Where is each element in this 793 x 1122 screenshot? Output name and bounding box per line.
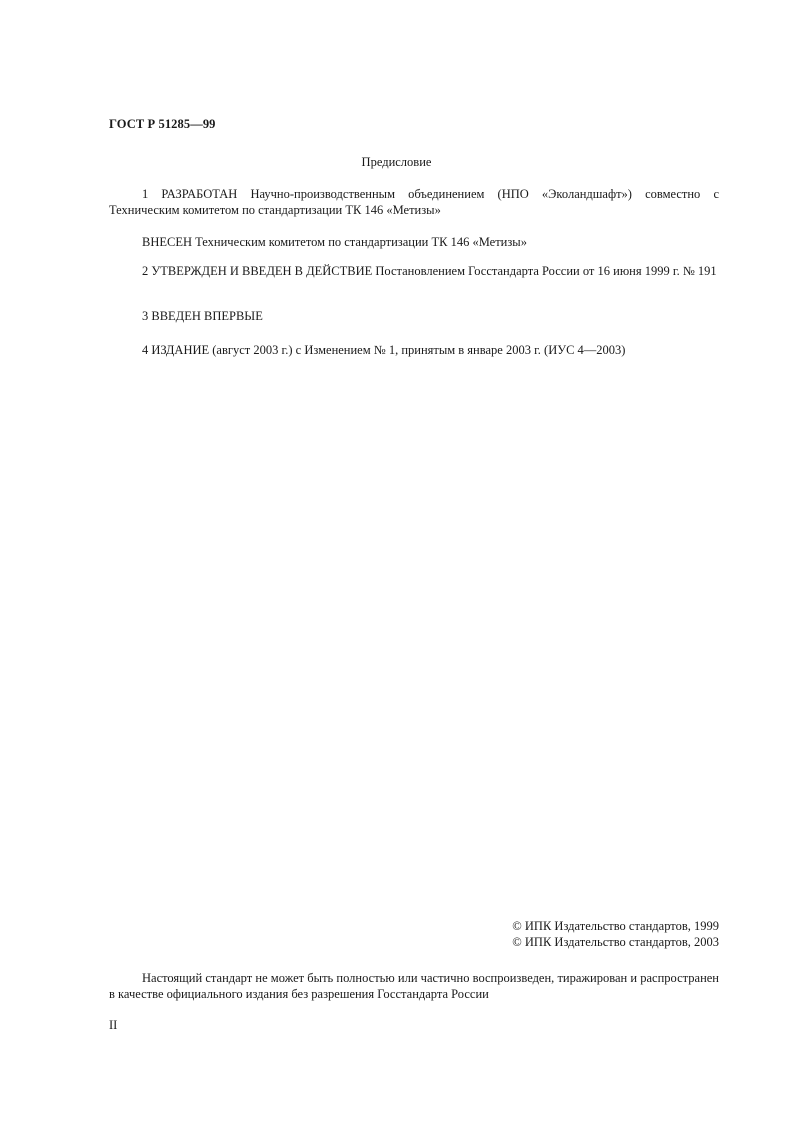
- preface-item-introduced: [109, 234, 719, 250]
- preface-item-text: 1 РАЗРАБОТАН Научно-производственным объединением (НПО «Эколандшафт») совместно с Техническим комитетом по стандартизации ТК 146 «Метизы»: [109, 187, 719, 217]
- preface-item-developed: [109, 186, 719, 218]
- preface-item-text: 4 ИЗДАНИЕ (август 2003 г.) с Изменением № 1, принятым в январе 2003 г. (ИУС 4—2003): [142, 343, 626, 357]
- copyright-line: © ИПК Издательство стандартов, 1999: [512, 919, 719, 933]
- preface-item-text: 2 УТВЕРЖДЕН И ВВЕДЕН В ДЕЙСТВИЕ Постановлением Госстандарта России от 16 июня 1999 г. № 191: [142, 264, 717, 278]
- copyright-block: [512, 918, 719, 950]
- preface-title: Предисловие: [361, 155, 432, 169]
- preface-item-first-introduced: [109, 308, 719, 324]
- preface-item-approved: [109, 263, 719, 279]
- standard-code-header: ГОСТ Р 51285—99: [109, 117, 216, 131]
- preface-item-text: 3 ВВЕДЕН ВПЕРВЫЕ: [142, 309, 263, 323]
- copyright-line: © ИПК Издательство стандартов, 2003: [512, 935, 719, 949]
- reproduction-notice-text: Настоящий стандарт не может быть полностью или частично воспроизведен, тиражирован и распространен в качестве официального издания без разрешения Госстандарта России: [109, 971, 719, 1001]
- preface-item-edition: [109, 342, 719, 358]
- preface-item-text: ВНЕСЕН Техническим комитетом по стандартизации ТК 146 «Метизы»: [142, 235, 527, 249]
- page-number: II: [109, 1018, 118, 1032]
- reproduction-notice: [109, 970, 719, 1002]
